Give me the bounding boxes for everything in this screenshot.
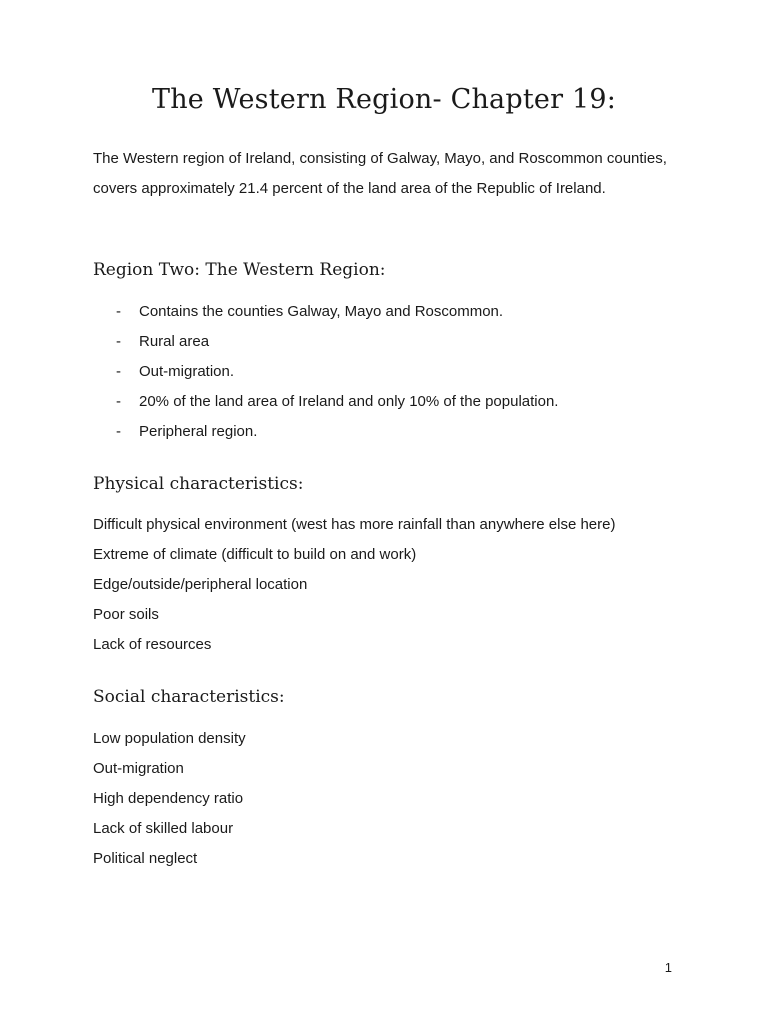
list-item (93, 387, 558, 417)
list-item: Extreme of climate (difficult to build on and work) (93, 546, 417, 563)
list-item: Difficult physical environment (west has more rainfall than anywhere else here) (93, 516, 616, 533)
list-item: Lack of resources (93, 636, 212, 653)
region-bullet-list (93, 297, 558, 447)
list-item: Edge/outside/peripheral location (93, 576, 308, 593)
list-item (93, 417, 558, 447)
intro-paragraph: The Western region of Ireland, consisting of Galway, Mayo, and Roscommon counties, covers approximately 21.4 percent of the land area of the Republic of Ireland. (93, 150, 667, 197)
list-item: Poor soils (93, 606, 159, 623)
physical-heading: Physical characteristics: (93, 474, 304, 494)
list-item-text: Out-migration. (139, 363, 235, 380)
list-item: Out-migration (93, 760, 184, 777)
list-item (93, 357, 558, 387)
list-item: Low population density (93, 730, 246, 747)
bullet-dash: - (116, 333, 121, 350)
list-item-text: Rural area (139, 333, 210, 350)
list-item (93, 327, 558, 357)
page-number: 1 (664, 960, 672, 975)
list-item: Political neglect (93, 850, 198, 867)
list-item (93, 297, 558, 327)
list-item-text: 20% of the land area of Ireland and only 10% of the population. (139, 393, 559, 410)
region-heading: Region Two: The Western Region: (93, 260, 386, 280)
social-list (93, 724, 246, 874)
bullet-dash: - (116, 393, 121, 410)
bullet-dash: - (116, 303, 121, 320)
bullet-dash: - (116, 423, 121, 440)
list-item-text: Peripheral region. (139, 423, 258, 440)
bullet-dash: - (116, 363, 121, 380)
page-title: The Western Region- Chapter 19: (151, 84, 617, 115)
list-item: Lack of skilled labour (93, 820, 234, 837)
physical-list (93, 510, 615, 660)
list-item-text: Contains the counties Galway, Mayo and Roscommon. (139, 303, 504, 320)
list-item: High dependency ratio (93, 790, 244, 807)
social-heading: Social characteristics: (93, 687, 285, 707)
